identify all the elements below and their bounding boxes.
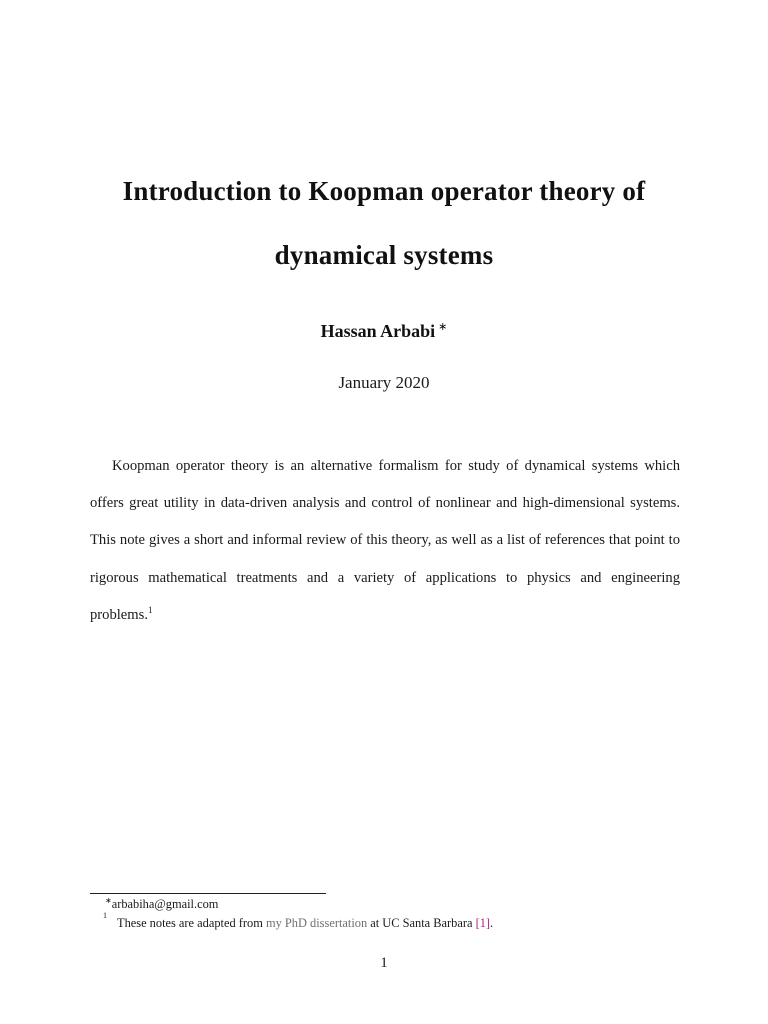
footnote-email-text[interactable]: arbabiha@gmail.com (111, 897, 219, 911)
footnote-1-body (117, 916, 493, 930)
phd-dissertation-link[interactable]: my PhD dissertation (265, 916, 368, 930)
abstract-footnote-marker[interactable]: 1 (147, 604, 153, 615)
footnote-1-text-after: . (490, 916, 494, 930)
footnote-email (105, 897, 218, 912)
footnote-email-marker: ∗ (105, 896, 112, 905)
citation-link-1[interactable]: 1 (479, 916, 486, 930)
page-number: 1 (380, 955, 388, 971)
footnote-1-text-before: These notes are adapted from (117, 916, 266, 930)
abstract-text: Koopman operator theory is an alternative formalism for study of dynamical systems which offers great utility in data-driven analysis and control of nonlinear and high-dimensional systems. This note gives a short and informal review of this theory, as well as a list of references that point to rigorous mathematical treatments and a variety of applications to physics and engineering problems. (90, 458, 680, 623)
footnote-1-text-middle: at UC Santa Barbara (367, 916, 476, 930)
paper-title-line-2: dynamical systems (274, 240, 494, 270)
citation-close-bracket: ] (485, 916, 491, 930)
abstract-paragraph (90, 448, 680, 634)
author-line (0, 320, 768, 342)
publication-date: January 2020 (338, 373, 430, 392)
paper-title-line-1: Introduction to Koopman operator theory of (122, 176, 646, 206)
citation-open-bracket: [ (475, 916, 480, 930)
footnote-divider (90, 893, 326, 894)
footnote-1: 1 These notes are adapted from my PhD dissertation at UC Santa Barbara [1]. (103, 911, 494, 930)
author-name: Hassan Arbabi (320, 321, 436, 341)
author-footnote-marker[interactable]: ∗ (438, 321, 448, 333)
